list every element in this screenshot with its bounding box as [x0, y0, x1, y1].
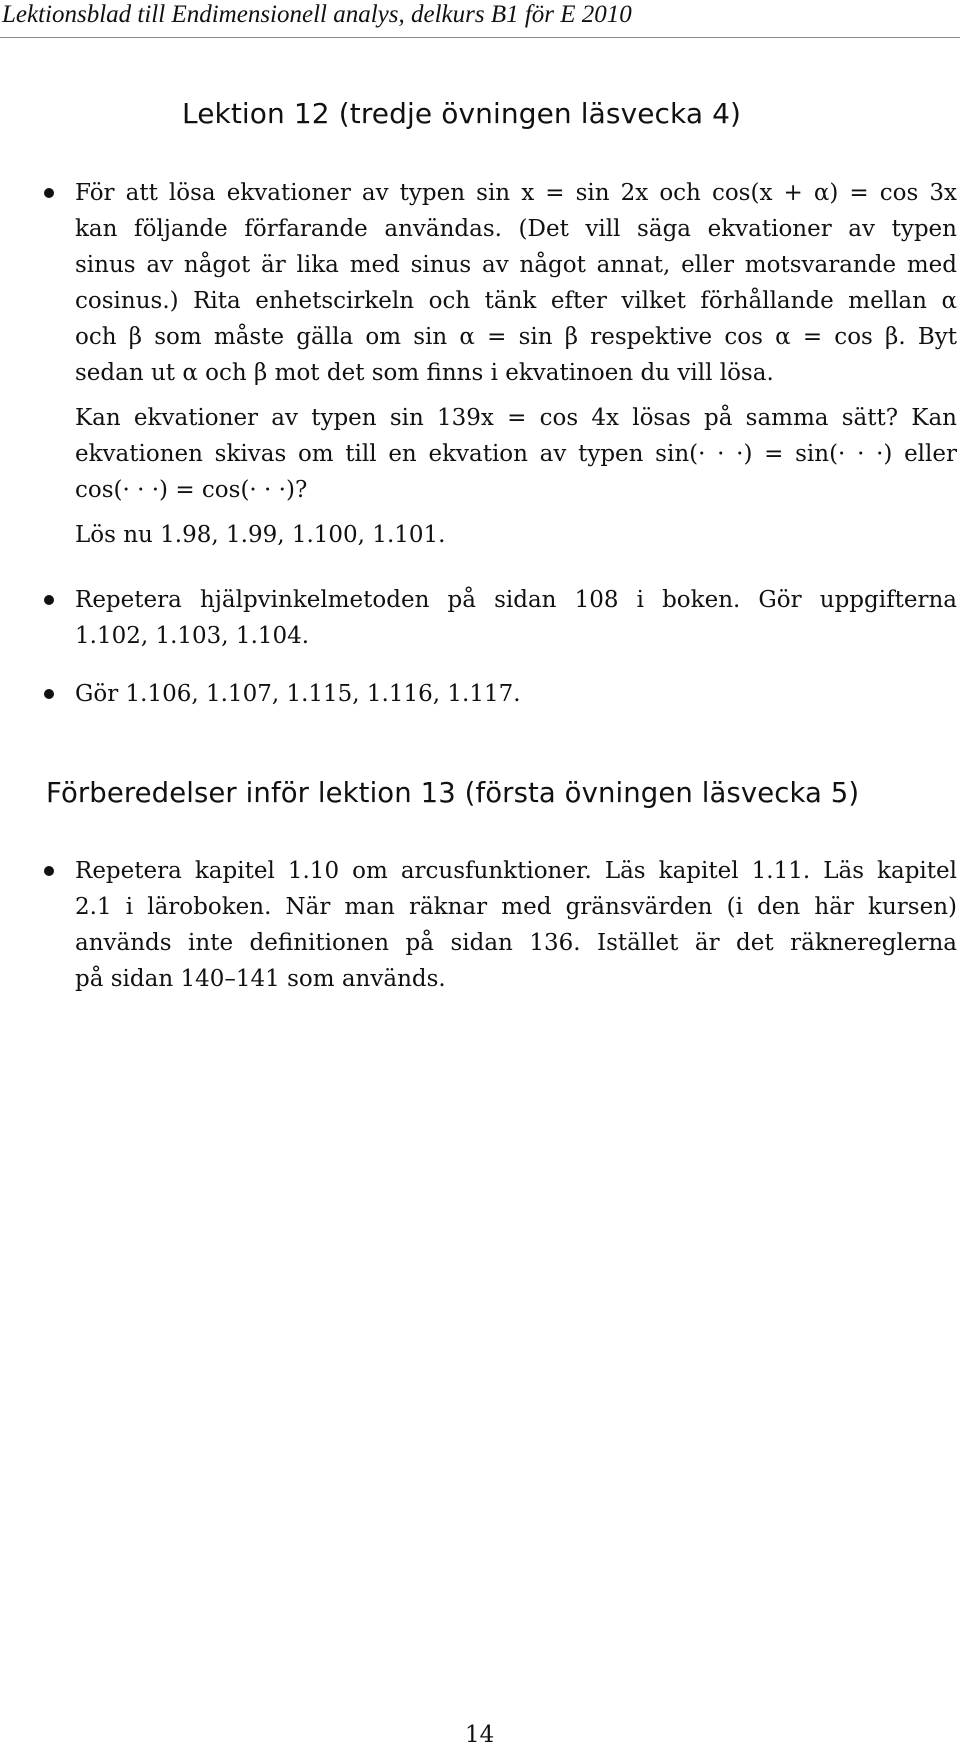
- paragraph-line: kan följande förfarande användas. (Det vill säga ekvationer av typen: [75, 216, 957, 242]
- item-paragraph: [75, 676, 957, 712]
- paragraph-line: och β som måste gälla om sin α = sin β respektive cos α = cos β. Byt: [75, 324, 957, 350]
- header-rule: [0, 37, 960, 38]
- bullet-icon: [44, 188, 54, 198]
- bullet-icon: [44, 689, 54, 699]
- item-paragraph: [75, 582, 957, 654]
- bullet-icon: [44, 866, 54, 876]
- paragraph-line: på sidan 140–141 som används.: [75, 966, 446, 992]
- bullet-icon: [44, 595, 54, 605]
- paragraph-line: Lös nu 1.98, 1.99, 1.100, 1.101.: [75, 522, 446, 548]
- paragraph-line: Kan ekvationer av typen sin 139x = cos 4x lösas på samma sätt? Kan: [75, 405, 957, 431]
- paragraph-line: Repetera kapitel 1.10 om arcusfunktioner. Läs kapitel 1.11. Läs kapitel: [75, 858, 957, 884]
- item-paragraph: [75, 853, 957, 997]
- paragraph-line: Gör 1.106, 1.107, 1.115, 1.116, 1.117.: [75, 681, 521, 707]
- section-heading-forberedelser: Förberedelser inför lektion 13 (första övningen läsvecka 5): [46, 777, 860, 809]
- paragraph-line: 2.1 i läroboken. När man räknar med gränsvärden (i den här kursen): [75, 894, 957, 920]
- paragraph-line: används inte definitionen på sidan 136. Istället är det räknereglerna: [75, 930, 957, 956]
- paragraph-line: sinus av något är lika med sinus av något annat, eller motsvarande med: [75, 252, 957, 278]
- running-header: Lektionsblad till Endimensionell analys, delkurs B1 för E 2010: [2, 1, 632, 28]
- paragraph-line: Repetera hjälpvinkelmetoden på sidan 108 i boken. Gör uppgifterna: [75, 587, 957, 613]
- paragraph-line: cos(· · ·) = cos(· · ·)?: [75, 477, 308, 503]
- item-paragraph: [75, 175, 957, 391]
- item-paragraph: [75, 400, 957, 508]
- paragraph-line: cosinus.) Rita enhetscirkeln och tänk efter vilket förhållande mellan α: [75, 288, 957, 314]
- paragraph-line: För att lösa ekvationer av typen sin x = sin 2x och cos(x + α) = cos 3x: [75, 180, 957, 206]
- paragraph-line: 1.102, 1.103, 1.104.: [75, 623, 310, 649]
- paragraph-line: ekvationen skivas om till en ekvation av typen sin(· · ·) = sin(· · ·) eller: [75, 441, 957, 467]
- page-number: 14: [465, 1722, 495, 1748]
- section-heading-lektion-12: Lektion 12 (tredje övningen läsvecka 4): [182, 97, 742, 130]
- paragraph-line: sedan ut α och β mot det som finns i ekvatinoen du vill lösa.: [75, 360, 774, 386]
- item-paragraph: [75, 517, 957, 553]
